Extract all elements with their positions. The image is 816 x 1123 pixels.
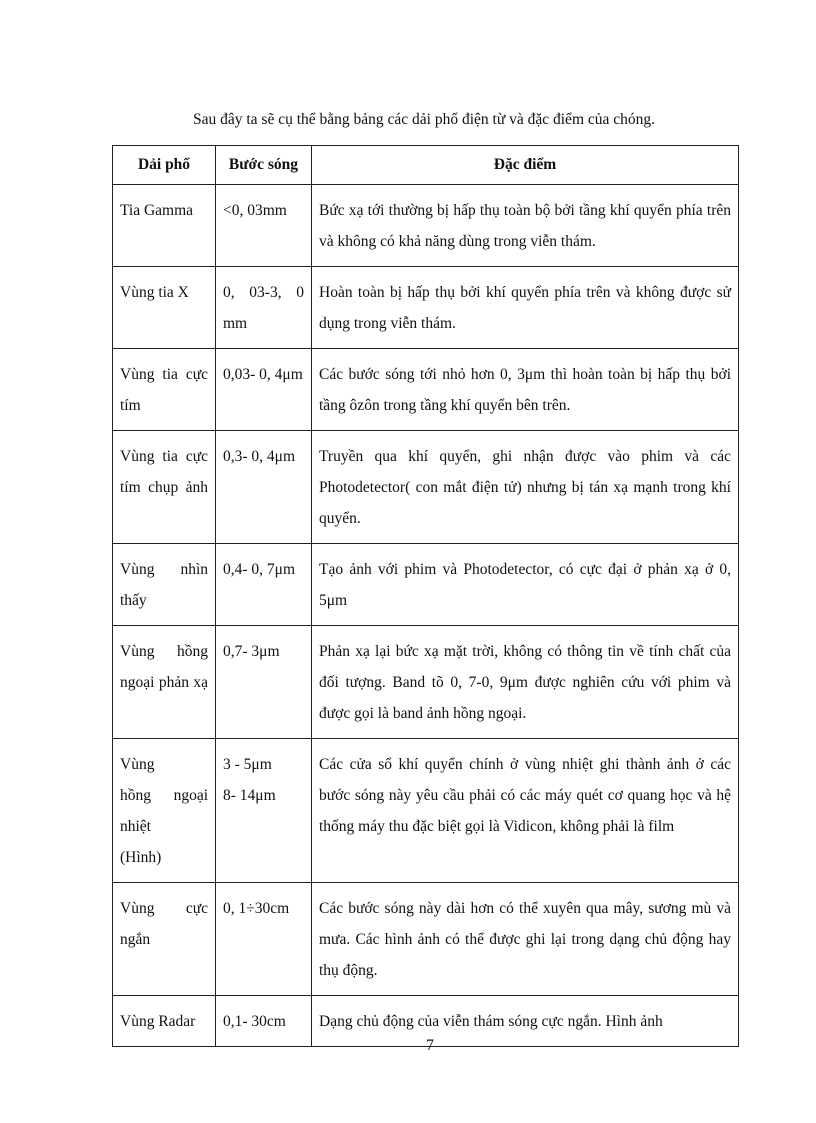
band-line: Vùng [120, 756, 155, 773]
description-cell: Hoàn toàn bị hấp thụ bởi khí quyển phía trên và không được sử dụng trong viễn thám. [312, 267, 739, 349]
description-cell: Truyền qua khí quyển, ghi nhận được vào phim và các Photodetector( con mắt điện tử) nhưng bị tán xạ mạnh trong khí quyển. [312, 431, 739, 544]
wavelength-line: 3 - 5μm [223, 756, 272, 773]
table-row [113, 544, 739, 626]
wavelength-cell: 0, 03-3, 0 mm [216, 267, 312, 349]
table-row [113, 349, 739, 431]
intro-sentence: Sau đây ta sẽ cụ thể bằng bảng các dải phổ điện từ và đặc điểm của chóng. [192, 111, 656, 128]
wavelength-cell: <0, 03mm [216, 185, 312, 267]
table-row [113, 431, 739, 544]
wavelength-cell: 0,03- 0, 4μm [216, 349, 312, 431]
wavelength-cell [216, 739, 312, 883]
band-cell: Vùng Radar [113, 996, 216, 1047]
wavelength-line: 8- 14μm [223, 787, 276, 804]
header-wavelength: Bước sóng [216, 146, 312, 185]
band-cell: Vùng cực ngắn [113, 883, 216, 996]
description-cell: Các bước sóng này dài hơn có thể xuyên qua mây, sương mù và mưa. Các hình ảnh có thể được ghi lại trong dạng chủ động hay thụ động. [312, 883, 739, 996]
table-row [113, 185, 739, 267]
table-row [113, 883, 739, 996]
page-number: 7 [426, 1037, 434, 1054]
band-cell: Vùng tia X [113, 267, 216, 349]
spectrum-table [112, 145, 739, 1047]
description-cell: Các bước sóng tới nhỏ hơn 0, 3μm thì hoàn toàn bị hấp thụ bởi tầng ôzôn trong tầng khí quyển bên trên. [312, 349, 739, 431]
wavelength-cell: 0,4- 0, 7μm [216, 544, 312, 626]
table-row [113, 739, 739, 883]
header-characteristics: Đặc điểm [312, 146, 739, 185]
wavelength-cell: 0, 1÷30cm [216, 883, 312, 996]
table-row [113, 267, 739, 349]
band-line: (Hình) [120, 849, 162, 866]
band-line: hồng ngoại nhiệt [120, 787, 208, 835]
table-header-row [113, 146, 739, 185]
description-cell: Các cửa sổ khí quyển chính ở vùng nhiệt ghi thành ảnh ở các bước sóng này yêu cầu phải có các máy quét cơ quang học và hệ thống máy thu đặc biệt gọi là Vidicon, không phải là film [312, 739, 739, 883]
wavelength-cell: 0,3- 0, 4μm [216, 431, 312, 544]
header-band: Dải phổ [113, 146, 216, 185]
description-cell: Phản xạ lại bức xạ mặt trời, không có thông tin về tính chất của đối tượng. Band tõ 0, 7-0, 9μm được nghiên cứu với phim và được gọi là band ảnh hồng ngoại. [312, 626, 739, 739]
band-cell: Tia Gamma [113, 185, 216, 267]
description-cell: Dạng chủ động của viễn thám sóng cực ngắn. Hình ảnh [312, 996, 739, 1047]
table-row [113, 626, 739, 739]
band-cell: Vùng tia cực tím [113, 349, 216, 431]
band-cell: Vùng tia cực tím chụp ảnh [113, 431, 216, 544]
band-cell: Vùng nhìn thấy [113, 544, 216, 626]
description-cell: Tạo ảnh với phim và Photodetector, có cực đại ở phản xạ ở 0, 5μm [312, 544, 739, 626]
band-cell: Vùng hồng ngoại phản xạ [113, 626, 216, 739]
wavelength-cell: 0,1- 30cm [216, 996, 312, 1047]
band-cell [113, 739, 216, 883]
description-cell: Bức xạ tới thường bị hấp thụ toàn bộ bởi tầng khí quyển phía trên và không có khả năng dùng trong viễn thám. [312, 185, 739, 267]
wavelength-cell: 0,7- 3μm [216, 626, 312, 739]
